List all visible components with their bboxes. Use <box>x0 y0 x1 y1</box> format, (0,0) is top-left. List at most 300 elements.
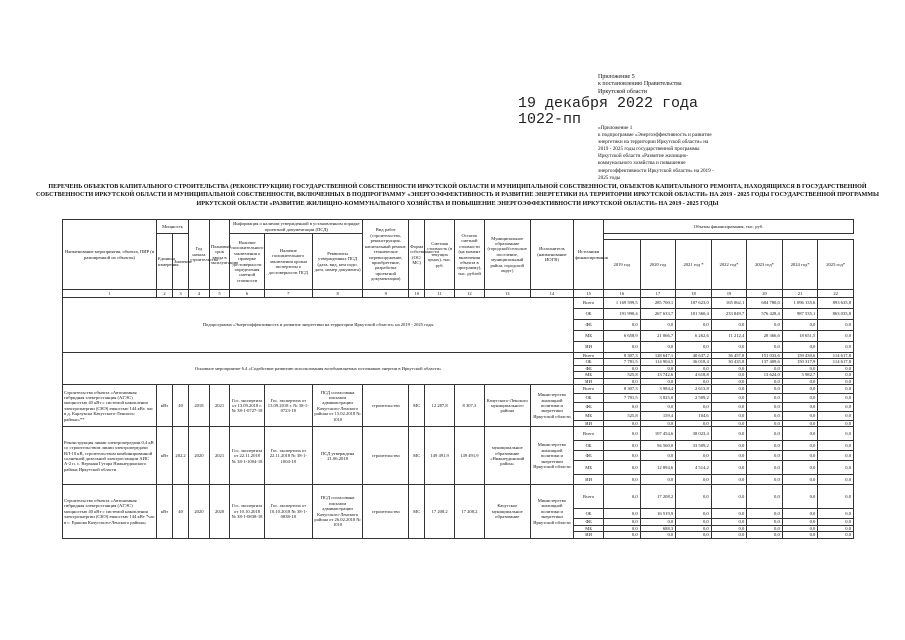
funding-source: Всего <box>574 298 604 309</box>
funding-value: 0,0 <box>711 475 747 485</box>
object-capacity: 40 <box>173 385 189 427</box>
funding-source: МБ <box>574 372 604 378</box>
header-name: Наименование мероприятия, объекта, ПИР (в разширенной их объекты) <box>63 220 157 290</box>
funding-value: 151 033,6 <box>747 353 783 359</box>
funding-value: 0,0 <box>818 509 854 519</box>
objects-table <box>62 219 854 539</box>
object-remaining-cost: 149 491,9 <box>455 427 485 485</box>
funding-value: 38 023,4 <box>676 427 712 441</box>
funding-value: 0,0 <box>711 485 747 509</box>
funding-value: 0,0 <box>818 421 854 427</box>
funding-value: 0,0 <box>676 519 712 525</box>
funding-value: 0,0 <box>747 421 783 427</box>
column-number: 2 <box>156 290 172 298</box>
header-work-type: Вид работ (строительство, реконструкция, капитальный ремонт, техническое перевооружение, приобретение, разработка проектной документации) <box>363 220 409 290</box>
funding-value: 0,0 <box>782 378 818 384</box>
funding-value: 0,0 <box>818 385 854 394</box>
object-cost: 149 491,9 <box>425 427 455 485</box>
funding-value: 0,0 <box>747 451 783 461</box>
funding-value: 0,0 <box>782 403 818 412</box>
funding-value: 0,0 <box>747 525 783 531</box>
funding-value: 0,0 <box>604 378 641 384</box>
funding-value: 0,0 <box>711 403 747 412</box>
object-unit: кВт <box>156 385 172 427</box>
funding-source: МБ <box>574 331 604 342</box>
funding-source: ИИ <box>574 342 604 353</box>
funding-value: 0,0 <box>604 532 641 538</box>
funding-value: 987 535,1 <box>782 309 818 320</box>
funding-value: 0,0 <box>818 427 854 441</box>
funding-value: 0,0 <box>782 394 818 403</box>
column-number: 13 <box>484 290 530 298</box>
annex-line: энергетики на территории Иркутской области» на <box>598 139 709 146</box>
funding-value: 187 623,0 <box>676 298 712 309</box>
funding-value: 0,0 <box>747 365 783 371</box>
funding-value: 863 035,8 <box>818 309 854 320</box>
funding-value: 0,0 <box>747 519 783 525</box>
object-unit: кВт <box>156 427 172 485</box>
annex-line: «Приложение 1 <box>598 125 633 131</box>
funding-value: 525,8 <box>604 372 641 378</box>
funding-value: 1 096 135,6 <box>782 298 818 309</box>
object-municipality: Качугское муниципальное образование <box>484 485 530 538</box>
funding-value: 114 617,8 <box>818 359 854 365</box>
header-year: 2024 год* <box>782 240 818 290</box>
funding-source: Всего <box>574 353 604 359</box>
object-row <box>63 485 854 509</box>
funding-source: Всего <box>574 385 604 394</box>
funding-value: 137 409,6 <box>747 359 783 365</box>
funding-value: 0,0 <box>676 320 712 331</box>
column-number: 16 <box>604 290 641 298</box>
header-source: Источники финансирования <box>574 220 604 290</box>
funding-value: 13 624,0 <box>747 372 783 378</box>
funding-value: 8 307,3 <box>604 385 641 394</box>
funding-source: ОБ <box>574 441 604 451</box>
subprogram-annex <box>598 125 898 182</box>
funding-value: 159 430,6 <box>782 353 818 359</box>
funding-value: 0,0 <box>818 461 854 475</box>
funding-source: МБ <box>574 461 604 475</box>
funding-value: 0,0 <box>818 525 854 531</box>
funding-value: 0,0 <box>818 331 854 342</box>
object-work-type: строительство <box>363 485 409 538</box>
funding-value: 40 637,2 <box>676 353 712 359</box>
funding-value: 0,0 <box>640 451 676 461</box>
funding-source: ИИ <box>574 378 604 384</box>
funding-value: 0,0 <box>640 475 676 485</box>
funding-value: 0,0 <box>782 385 818 394</box>
funding-source: ФБ <box>574 519 604 525</box>
header-year-start: Год начала строительства <box>189 220 210 290</box>
object-municipality: Качугского-Ленского муниципального района <box>484 385 530 427</box>
object-executor: Министерство жилищной политики и энергетики Иркутской области <box>530 385 574 427</box>
funding-value: 2 509,2 <box>676 394 712 403</box>
funding-value: 0,0 <box>782 342 818 353</box>
funding-value: 0,0 <box>676 525 712 531</box>
funding-value: 0,0 <box>604 320 641 331</box>
funding-value: 0,0 <box>747 412 783 421</box>
funding-value: 128 647,1 <box>640 353 676 359</box>
funding-value: 0,0 <box>782 525 818 531</box>
object-approved-psd: ПСД согласована письмом администрации Качугского-Ленского района от 15.02.2018 № 1010 <box>312 385 362 427</box>
column-number: 15 <box>574 290 604 298</box>
funding-value: 0,0 <box>747 320 783 331</box>
funding-value: 0,0 <box>640 519 676 525</box>
header-year: 2023 год* <box>747 240 783 290</box>
object-executor: Министерство жилищной политики и энергетики Иркутской области <box>530 427 574 485</box>
funding-value: 0,0 <box>711 461 747 475</box>
object-work-type: строительство <box>363 385 409 427</box>
funding-value: 0,0 <box>604 365 641 371</box>
column-number: 17 <box>640 290 676 298</box>
funding-source: ОБ <box>574 509 604 519</box>
header-year: 2022 год* <box>711 240 747 290</box>
column-number: 3 <box>173 290 189 298</box>
funding-value: 0,0 <box>640 421 676 427</box>
object-year-end: 2021 <box>209 427 230 485</box>
object-cost: 17 208,2 <box>425 485 455 538</box>
column-number: 7 <box>264 290 312 298</box>
object-executor: Министерство жилищной политики и энергетики Иркутской области <box>530 485 574 538</box>
funding-value: 5 982,7 <box>782 372 818 378</box>
header-funding: Объемы финансирования, тыс. руб. <box>604 220 854 234</box>
annex-line: энергоэффективности Иркутской области» на 2019 - <box>598 167 714 174</box>
funding-value: 0,0 <box>604 451 641 461</box>
funding-value: 114 904,5 <box>640 359 676 365</box>
funding-value: 6 658,9 <box>604 331 641 342</box>
funding-source: ОБ <box>574 309 604 320</box>
funding-value: 0,0 <box>604 421 641 427</box>
funding-value: 0,0 <box>711 320 747 331</box>
header-capacity: Мощность <box>156 220 188 234</box>
funding-value: 0,0 <box>676 421 712 427</box>
funding-value: 0,0 <box>747 385 783 394</box>
header-year: 2020 год <box>640 240 676 290</box>
funding-value: 0,0 <box>711 427 747 441</box>
funding-value: 0,0 <box>676 475 712 485</box>
header-form: Форма собственности (ОС/ МС) <box>409 220 425 290</box>
object-ownership-form: МС <box>409 485 425 538</box>
funding-value: 0,0 <box>676 509 712 519</box>
funding-value: 0,0 <box>640 532 676 538</box>
annex-line: к постановлению Правительства <box>598 81 682 88</box>
funding-source: ФБ <box>574 451 604 461</box>
object-municipality: муниципальное образование «Нижнеудинский район» <box>484 427 530 485</box>
funding-value: 191 990,4 <box>604 309 641 320</box>
document-title: ПЕРЕЧЕНЬ ОБЪЕКТОВ КАПИТАЛЬНОГО СТРОИТЕЛЬСТВА (РЕКОНСТРУКЦИИ) ГОСУДАРСТВЕННОЙ СОБСТВЕННОСТИ ИРКУТСКОЙ ОБЛАСТИ И МУНИЦИПАЛЬНОЙ СОБСТВЕННОСТИ, ОБЪЕКТОВ КАПИТАЛЬНОГО РЕМОНТА, НАХОДЯЩИХСЯ В ГОСУДАРСТВЕННОЙ СОБСТВЕННОСТИ ИРКУТСКОЙ ОБЛАСТИ И МУНИЦИПАЛЬНОЙ СОБСТВЕННОСТИ, ВКЛЮЧЕННЫХ В ПОДПРОГРАММУ «ЭНЕРГОЭФФЕКТИВНОСТЬ И РАЗВИТИЕ ЭНЕРГЕТИКИ НА ТЕРРИТОРИИ ИРКУТСКОЙ ОБЛАСТИ» НА 2019 - 2025 ГОДЫ ГОСУДАРСТВЕННОЙ ПРОГРАММЫ ИРКУТСКОЙ ОБЛАСТИ «РАЗВИТИЕ ЖИЛИЩНО-КОММУНАЛЬНОГО ХОЗЯЙСТВА И ПОВЫШЕНИЕ ЭНЕРГОЭФФЕКТИВНОСТИ ИРКУТСКОЙ ОБЛАСТИ» НА 2019 - 2025 ГОДЫ <box>36 184 879 207</box>
column-number: 19 <box>711 290 747 298</box>
annex-line: Иркутской области «Развитие жилищно- <box>598 153 689 160</box>
funding-value: 0,0 <box>747 378 783 384</box>
funding-value: 0,0 <box>604 485 641 509</box>
object-positive-conclusion: Гос. экспертиза от 13.09.2018 г. № 38-1-0727-18 <box>230 385 264 427</box>
object-positive-conclusion: Гос. экспертиза от 10.10.2018 № 38-1-0838-18 <box>230 485 264 538</box>
header-docs-positive: Наличие положительного заключения о проверке достоверности определения сметной стоимости <box>230 234 264 290</box>
object-name: Реконструкция линии электропередачи 0,4 кВ со строительством линии электропередачи ВЛ-10 кВ, строительством комбинированной солнечной дизельной электростанции АИС А-2 п. с. Верхняя Гутара Нижнеудинского района Иркутской области <box>63 427 157 485</box>
measure-row <box>63 353 854 359</box>
annex-line: 2019 - 2025 годы государственной программы <box>598 146 700 153</box>
funding-value: 285 700,1 <box>640 298 676 309</box>
funding-value: 30 435,8 <box>711 359 747 365</box>
funding-value: 0,0 <box>711 451 747 461</box>
funding-value: 0,0 <box>782 441 818 451</box>
header-municipality: Муниципальное образование (городской/сельское поселение, муниципальный район, городской округ) <box>484 220 530 290</box>
object-expertise: Гос. экспертиза от 22.11.2018 № 38-1-1004-18 <box>264 427 312 485</box>
funding-value: 0,0 <box>782 412 818 421</box>
object-row <box>63 385 854 394</box>
object-capacity: 202,2 <box>173 427 189 485</box>
funding-value: 181 360,4 <box>676 309 712 320</box>
funding-value: 13 742,6 <box>640 372 676 378</box>
funding-value: 0,0 <box>747 342 783 353</box>
object-remaining-cost: 17 208,2 <box>455 485 485 538</box>
funding-value: 604 780,0 <box>747 298 783 309</box>
object-expertise: Гос. экспертиза от 13.09.2018 г. № 38-1-0723-18 <box>264 385 312 427</box>
column-numbers-row <box>63 290 854 298</box>
annex-line: коммунального хозяйства и повышение <box>598 160 686 167</box>
annex-line: 2025 годы <box>598 174 621 181</box>
column-number: 1 <box>63 290 157 298</box>
funding-source: Всего <box>574 427 604 441</box>
funding-value: 0,0 <box>782 532 818 538</box>
funding-value: 0,0 <box>604 519 641 525</box>
funding-value: 94 560,0 <box>640 441 676 451</box>
funding-value: 0,0 <box>782 421 818 427</box>
funding-value: 21 066,7 <box>640 331 676 342</box>
funding-value: 12 894,6 <box>640 461 676 475</box>
column-number: 8 <box>312 290 362 298</box>
funding-value: 107 454,6 <box>640 427 676 441</box>
funding-value: 0,0 <box>711 372 747 378</box>
funding-value: 0,0 <box>676 403 712 412</box>
funding-source: ИИ <box>574 532 604 538</box>
object-unit: кВт <box>156 485 172 538</box>
funding-value: 4 618,8 <box>676 372 712 378</box>
funding-value: 0,0 <box>818 451 854 461</box>
header-year-end: Плановый срок ввода в эксплуатацию <box>209 220 230 290</box>
funding-value: 0,0 <box>782 519 818 525</box>
funding-value: 0,0 <box>604 475 641 485</box>
funding-source: ФБ <box>574 320 604 331</box>
funding-value: 3 825,0 <box>640 394 676 403</box>
funding-value: 0,0 <box>818 412 854 421</box>
funding-value: 0,0 <box>782 365 818 371</box>
funding-source: ИИ <box>574 421 604 427</box>
funding-source: ОБ <box>574 359 604 365</box>
funding-value: 8 307,3 <box>604 353 641 359</box>
header-cost: Сметная стоимость (в текущих ценах), тыс. руб. <box>425 220 455 290</box>
object-expertise: Гос. экспертиза от 10.10.2018 № 38-1-0838-18 <box>264 485 312 538</box>
object-year-end: 2020 <box>209 485 230 538</box>
funding-value: 0,0 <box>818 475 854 485</box>
funding-value: 0,0 <box>747 485 783 509</box>
object-approved-psd: ПСД согласована письмом администрации Качугского-Ленского района от 26.02.2018 № 1010 <box>312 485 362 538</box>
funding-value: 0,0 <box>676 342 712 353</box>
funding-value: 11 212,4 <box>711 331 747 342</box>
funding-value: 4 514,2 <box>676 461 712 475</box>
object-remaining-cost: 8 307,3 <box>455 385 485 427</box>
header-unit: Единица измерения <box>156 234 172 290</box>
subprogram-label: Подпрограмма «Энергоэффективность и развитие энергетики на территории Иркутской области» на 2019 - 2025 годы <box>63 298 574 353</box>
funding-value: 0,0 <box>711 509 747 519</box>
column-number: 22 <box>818 290 854 298</box>
subprogram-row <box>63 298 854 309</box>
funding-value: 0,0 <box>604 403 641 412</box>
funding-value: 0,0 <box>818 342 854 353</box>
funding-value: 150 317,9 <box>782 359 818 365</box>
header-docs-expert: Наличие положительного заключения органа экспертизы о достоверности ПСД <box>264 234 312 290</box>
funding-value: 6 262,6 <box>676 331 712 342</box>
header-docs-approved: Реквизиты утвержденных ПСД (дата, вид, кем подп. дата, номер документа) <box>312 234 362 290</box>
funding-value: 0,0 <box>747 475 783 485</box>
funding-source: ФБ <box>574 365 604 371</box>
funding-value: 0,0 <box>747 441 783 451</box>
funding-value: 0,0 <box>747 532 783 538</box>
annex-line: Иркутской области <box>598 88 647 95</box>
funding-value: 0,0 <box>782 320 818 331</box>
funding-value: 0,0 <box>818 403 854 412</box>
funding-value: 0,0 <box>604 342 641 353</box>
funding-value: 7 781,5 <box>604 394 641 403</box>
object-year-start: 2018 <box>189 385 210 427</box>
funding-value: 0,0 <box>711 394 747 403</box>
column-number: 12 <box>455 290 485 298</box>
annex-line: Приложение 5 <box>598 74 635 80</box>
funding-value: 36 018,4 <box>676 359 712 365</box>
funding-value: 0,0 <box>818 320 854 331</box>
funding-value: 28 366,6 <box>747 331 783 342</box>
header-executor: Исполнитель (наименование ИОГВ) <box>530 220 574 290</box>
object-work-type: строительство <box>363 427 409 485</box>
object-name: Строительство объекта «Автономная гибридная электростанция (АГЭС) мощностью 40 кВт с системой накопления электроэнергии (СНЭ) емкостью 144 кВт *час в с. Ершова Качугского-Ленского района» <box>63 485 157 538</box>
funding-value: 0,0 <box>711 519 747 525</box>
funding-value: 3 984,4 <box>640 385 676 394</box>
funding-source: МБ <box>574 525 604 531</box>
funding-value: 0,0 <box>640 320 676 331</box>
funding-value: 0,0 <box>818 365 854 371</box>
funding-value: 0,0 <box>782 475 818 485</box>
funding-value: 0,0 <box>711 421 747 427</box>
funding-value: 0,0 <box>711 532 747 538</box>
funding-source: ФБ <box>574 403 604 412</box>
funding-value: 0,0 <box>818 378 854 384</box>
funding-value: 0,0 <box>747 461 783 475</box>
funding-value: 0,0 <box>604 461 641 475</box>
column-number: 4 <box>189 290 210 298</box>
funding-value: 1 169 599,5 <box>604 298 641 309</box>
funding-value: 0,0 <box>818 519 854 525</box>
funding-value: 16 519,9 <box>640 509 676 519</box>
column-number: 10 <box>409 290 425 298</box>
funding-value: 0,0 <box>747 403 783 412</box>
object-ownership-form: МС <box>409 385 425 427</box>
column-number: 18 <box>676 290 712 298</box>
funding-value: 0,0 <box>782 451 818 461</box>
funding-value: 0,0 <box>604 509 641 519</box>
funding-value: 0,0 <box>818 394 854 403</box>
funding-value: 159,4 <box>640 412 676 421</box>
funding-value: 576 428,4 <box>747 309 783 320</box>
funding-value: 0,0 <box>782 485 818 509</box>
funding-value: 0,0 <box>711 365 747 371</box>
funding-value: 0,0 <box>747 427 783 441</box>
funding-value: 165 062,1 <box>711 298 747 309</box>
column-number: 21 <box>782 290 818 298</box>
funding-value: 114 617,8 <box>818 353 854 359</box>
funding-value: 0,0 <box>782 509 818 519</box>
funding-value: 36 457,8 <box>711 353 747 359</box>
object-year-start: 2020 <box>189 485 210 538</box>
column-number: 11 <box>425 290 455 298</box>
funding-value: 0,0 <box>711 385 747 394</box>
column-number: 5 <box>209 290 230 298</box>
object-capacity: 40 <box>173 485 189 538</box>
header-year: 2021 год * <box>676 240 712 290</box>
object-row <box>63 427 854 441</box>
funding-value: 0,0 <box>640 342 676 353</box>
funding-value: 0,0 <box>711 441 747 451</box>
funding-value: 0,0 <box>640 365 676 371</box>
funding-value: 17 208,2 <box>640 485 676 509</box>
header-remaining: Остаток сметной стоимости (на момент включения объекта в программу), тыс. рублей <box>455 220 485 290</box>
header-docs: Информация о наличии утвержденной в установленном порядке проектной документации (ПСД) <box>230 220 363 234</box>
funding-value: 893 635,8 <box>818 298 854 309</box>
funding-value: 0,0 <box>676 532 712 538</box>
measure-label: Основное мероприятие 6.4 «Содействие развитию использования возобновляемых источников энергии в Иркутской области» <box>63 353 574 385</box>
funding-value: 0,0 <box>782 427 818 441</box>
object-year-end: 2021 <box>209 385 230 427</box>
funding-source: Всего <box>574 485 604 509</box>
funding-value: 0,0 <box>640 378 676 384</box>
funding-value: 0,0 <box>711 412 747 421</box>
funding-value: 0,0 <box>676 378 712 384</box>
header-year: 2019 год <box>604 240 641 290</box>
object-ownership-form: МС <box>409 427 425 485</box>
funding-value: 0,0 <box>747 509 783 519</box>
funding-value: 0,0 <box>818 441 854 451</box>
funding-value: 0,0 <box>676 365 712 371</box>
object-year-start: 2020 <box>189 427 210 485</box>
funding-value: 0,0 <box>640 403 676 412</box>
funding-value: 18 651,5 <box>782 331 818 342</box>
object-cost: 12 287,8 <box>425 385 455 427</box>
funding-value: 0,0 <box>676 451 712 461</box>
stamp-date: 19 декабря 2022 года <box>518 95 699 112</box>
funding-value: 0,0 <box>604 441 641 451</box>
header-year: 2025 год* <box>818 240 854 290</box>
funding-value: 0,0 <box>818 532 854 538</box>
funding-value: 0,0 <box>818 372 854 378</box>
stamp-number: 1022-пп <box>518 111 582 128</box>
funding-value: 267 633,7 <box>640 309 676 320</box>
funding-value: 33 509,2 <box>676 441 712 451</box>
column-number: 20 <box>747 290 783 298</box>
object-approved-psd: ПСД утверждена 21.06.2018 <box>312 427 362 485</box>
funding-value: 104,6 <box>676 412 712 421</box>
annex-header <box>598 74 898 96</box>
funding-value: 233 849,7 <box>711 309 747 320</box>
object-name: Строительство объекта «Автономная гибридная электростанция (АГЭС) мощностью 40 кВт с системой накопления электроэнергии (СНЭ) емкостью 144 кВт. час в д. Карлукска Качугского-Ленского района»** <box>63 385 157 427</box>
funding-value: 0,0 <box>711 378 747 384</box>
funding-value: 0,0 <box>711 342 747 353</box>
funding-source: ИИ <box>574 475 604 485</box>
funding-value: 0,0 <box>676 485 712 509</box>
header-value: Значение <box>173 234 189 290</box>
funding-value: 0,0 <box>818 485 854 509</box>
funding-value: 2 613,8 <box>676 385 712 394</box>
funding-value: 0,0 <box>711 525 747 531</box>
